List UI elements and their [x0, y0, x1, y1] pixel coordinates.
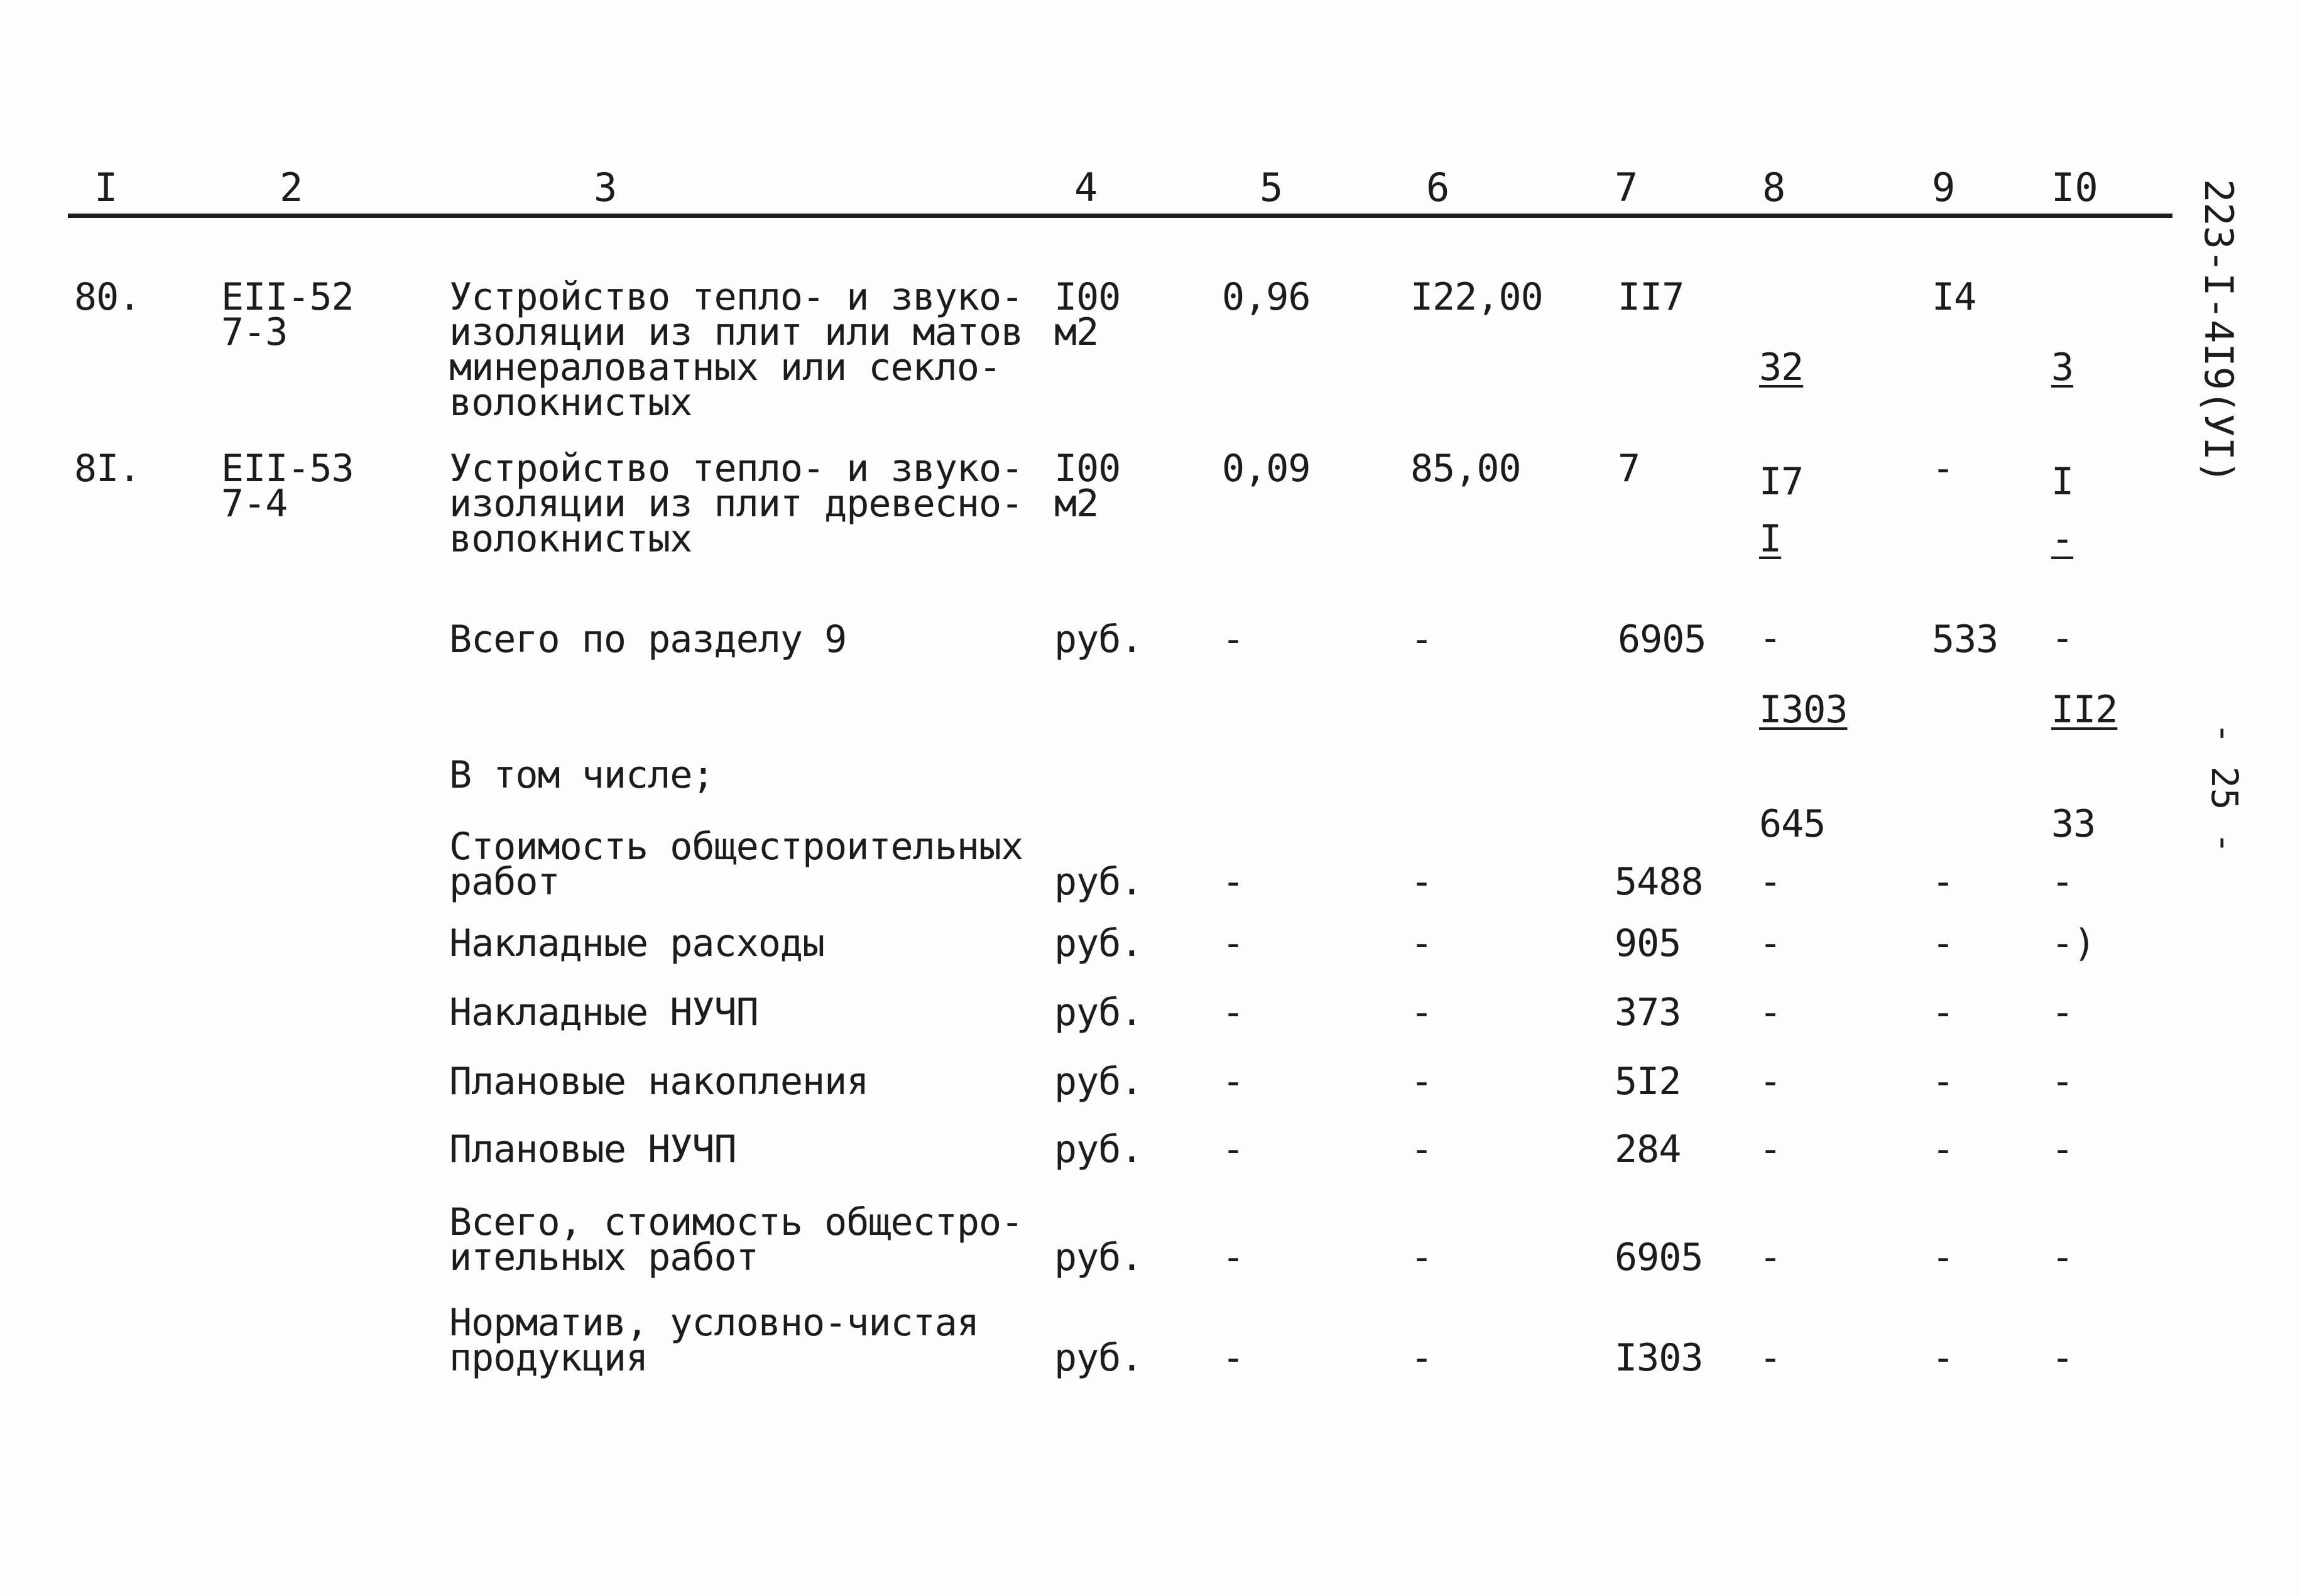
header-col-10: I0 — [2051, 165, 2098, 210]
sub-row-desc-line: Стоимость общестроительных — [449, 825, 1023, 869]
header-col-4: 4 — [1074, 165, 1098, 210]
fraction-numerator: II2 — [2051, 688, 2118, 732]
sub-row-col6: - — [1410, 1336, 1433, 1380]
sub-row-col8: - — [1759, 1127, 1782, 1171]
sub-row-col10: - — [2051, 1127, 2074, 1171]
sub-row-col5: - — [1222, 1127, 1245, 1171]
sub-row-col7: 373 — [1615, 991, 1681, 1034]
sub-row-col10: - — [2051, 1235, 2074, 1279]
sub-row-col8: - — [1759, 860, 1782, 904]
row-col9: I4 — [1932, 275, 1976, 319]
fraction-denominator: - — [1759, 616, 1782, 660]
header-col-1: I — [94, 165, 118, 210]
fraction-denominator: I7 — [1759, 460, 1804, 504]
sub-row-desc-line: ительных работ — [449, 1235, 758, 1279]
sub-row-col6: - — [1410, 1060, 1433, 1104]
sub-row-col9: - — [1932, 1336, 1954, 1380]
row-col7: II7 — [1618, 275, 1684, 319]
header-col-8: 8 — [1762, 165, 1786, 210]
header-rule — [68, 214, 2172, 218]
row-code-line: EII-53 — [221, 447, 354, 491]
sub-row-col6: - — [1410, 1235, 1433, 1279]
sub-row-col5: - — [1222, 1235, 1245, 1279]
sub-row-unit: руб. — [1054, 1336, 1143, 1380]
sub-row-col10: - — [2051, 860, 2074, 904]
row-desc-line: минераловатных или секло- — [449, 345, 1001, 389]
sub-row-col6: - — [1410, 860, 1433, 904]
total-col7: 6905 — [1618, 617, 1706, 661]
header-col-9: 9 — [1932, 165, 1956, 210]
row-code-line: EII-52 — [221, 275, 354, 319]
sub-row-col9: - — [1932, 1060, 1954, 1104]
header-col-2: 2 — [280, 165, 303, 210]
row-desc-line: Устройство тепло- и звуко- — [449, 275, 1023, 319]
sub-row-col7: 284 — [1615, 1127, 1681, 1171]
fraction-denominator: I — [2051, 460, 2074, 504]
fraction-denominator: 33 — [2051, 802, 2096, 846]
sub-row-col7: 6905 — [1615, 1235, 1703, 1279]
row-unit-line: I00 — [1054, 275, 1121, 319]
sub-row-col7: 905 — [1615, 921, 1681, 965]
sub-row-col6: - — [1410, 991, 1433, 1034]
row-number: 8I. — [74, 447, 141, 491]
sub-row-col5: - — [1222, 991, 1245, 1034]
sub-row-col10: - — [2051, 991, 2074, 1034]
row-col5: 0,96 — [1222, 275, 1311, 319]
sub-row-unit: руб. — [1054, 1127, 1143, 1171]
row-desc-line: изоляции из плит древесно- — [449, 482, 1023, 526]
sub-row-col5: - — [1222, 1060, 1245, 1104]
row-desc-line: волокнистых — [449, 381, 692, 425]
row-col9: - — [1932, 447, 1954, 491]
fraction-numerator: I — [1759, 517, 1782, 561]
total-label: Всего по разделу 9 — [449, 617, 847, 661]
sub-row-col7: 5I2 — [1615, 1060, 1681, 1104]
sub-row-unit: руб. — [1054, 1060, 1143, 1104]
total-col6: - — [1410, 617, 1433, 661]
sub-row-col7: 5488 — [1615, 860, 1703, 904]
row-col7: 7 — [1618, 447, 1640, 491]
sub-row-desc-line: Накладные НУЧП — [449, 991, 758, 1034]
sub-row-unit: руб. — [1054, 860, 1143, 904]
row-unit-line: м2 — [1054, 310, 1099, 354]
sub-row-desc-line: работ — [449, 860, 560, 904]
sub-row-col5: - — [1222, 860, 1245, 904]
sub-row-desc-line: Плановые накопления — [449, 1060, 869, 1104]
row-col5: 0,09 — [1222, 447, 1311, 491]
sub-row-col10: - — [2051, 1336, 2074, 1380]
header-col-6: 6 — [1426, 165, 1450, 210]
sub-row-col8: - — [1759, 1235, 1782, 1279]
sub-row-col9: - — [1932, 860, 1954, 904]
sub-row-unit: руб. — [1054, 1235, 1143, 1279]
sub-row-col10: - — [2051, 1060, 2074, 1104]
fraction-numerator: 32 — [1759, 345, 1804, 389]
row-desc-line: Устройство тепло- и звуко- — [449, 447, 1023, 491]
sub-row-desc-line: продукция — [449, 1336, 648, 1380]
fraction-numerator: 3 — [2051, 345, 2074, 389]
sub-row-unit: руб. — [1054, 991, 1143, 1034]
row-number: 80. — [74, 275, 141, 319]
row-col6: I22,00 — [1410, 275, 1543, 319]
sub-row-col8: - — [1759, 991, 1782, 1034]
sub-row-desc-line: Норматив, условно-чистая — [449, 1301, 979, 1345]
sub-row-col8: - — [1759, 921, 1782, 965]
row-desc-line: волокнистых — [449, 517, 692, 561]
sub-row-col8: - — [1759, 1060, 1782, 1104]
sub-row-col6: - — [1410, 1127, 1433, 1171]
sub-row-col5: - — [1222, 921, 1245, 965]
row-unit-line: I00 — [1054, 447, 1121, 491]
sub-row-col6: - — [1410, 921, 1433, 965]
sub-row-desc-line: Накладные расходы — [449, 921, 825, 965]
sub-row-unit: руб. — [1054, 921, 1143, 965]
page-number: - 25 - — [2203, 722, 2246, 854]
fraction-denominator: - — [2051, 616, 2074, 660]
sub-row-col9: - — [1932, 921, 1954, 965]
sub-row-col9: - — [1932, 1235, 1954, 1279]
document-code: 223-I-4I9(УI) — [2196, 179, 2242, 484]
sub-row-col10: -) — [2051, 921, 2096, 965]
sub-row-desc-line: Плановые НУЧП — [449, 1127, 736, 1171]
row-unit-line: м2 — [1054, 482, 1099, 526]
row-desc-line: изоляции из плит или матов — [449, 310, 1023, 354]
fraction-denominator: 645 — [1759, 802, 1826, 846]
row-code-line: 7-4 — [221, 482, 288, 526]
total-col9: 533 — [1932, 617, 1998, 661]
header-col-7: 7 — [1615, 165, 1638, 210]
sub-row-col9: - — [1932, 1127, 1954, 1171]
sub-row-col7: I303 — [1615, 1336, 1703, 1380]
including-label: В том числе; — [449, 753, 714, 797]
total-col5: - — [1222, 617, 1245, 661]
header-col-5: 5 — [1260, 165, 1284, 210]
sub-row-desc-line: Всего, стоимость общестро- — [449, 1200, 1023, 1244]
row-col6: 85,00 — [1410, 447, 1521, 491]
sub-row-col8: - — [1759, 1336, 1782, 1380]
sub-row-col5: - — [1222, 1336, 1245, 1380]
sub-row-col9: - — [1932, 991, 1954, 1034]
total-unit: руб. — [1054, 617, 1143, 661]
row-code-line: 7-3 — [221, 310, 288, 354]
header-col-3: 3 — [594, 165, 618, 210]
fraction-numerator: I303 — [1759, 688, 1848, 732]
fraction-numerator: - — [2051, 517, 2074, 561]
